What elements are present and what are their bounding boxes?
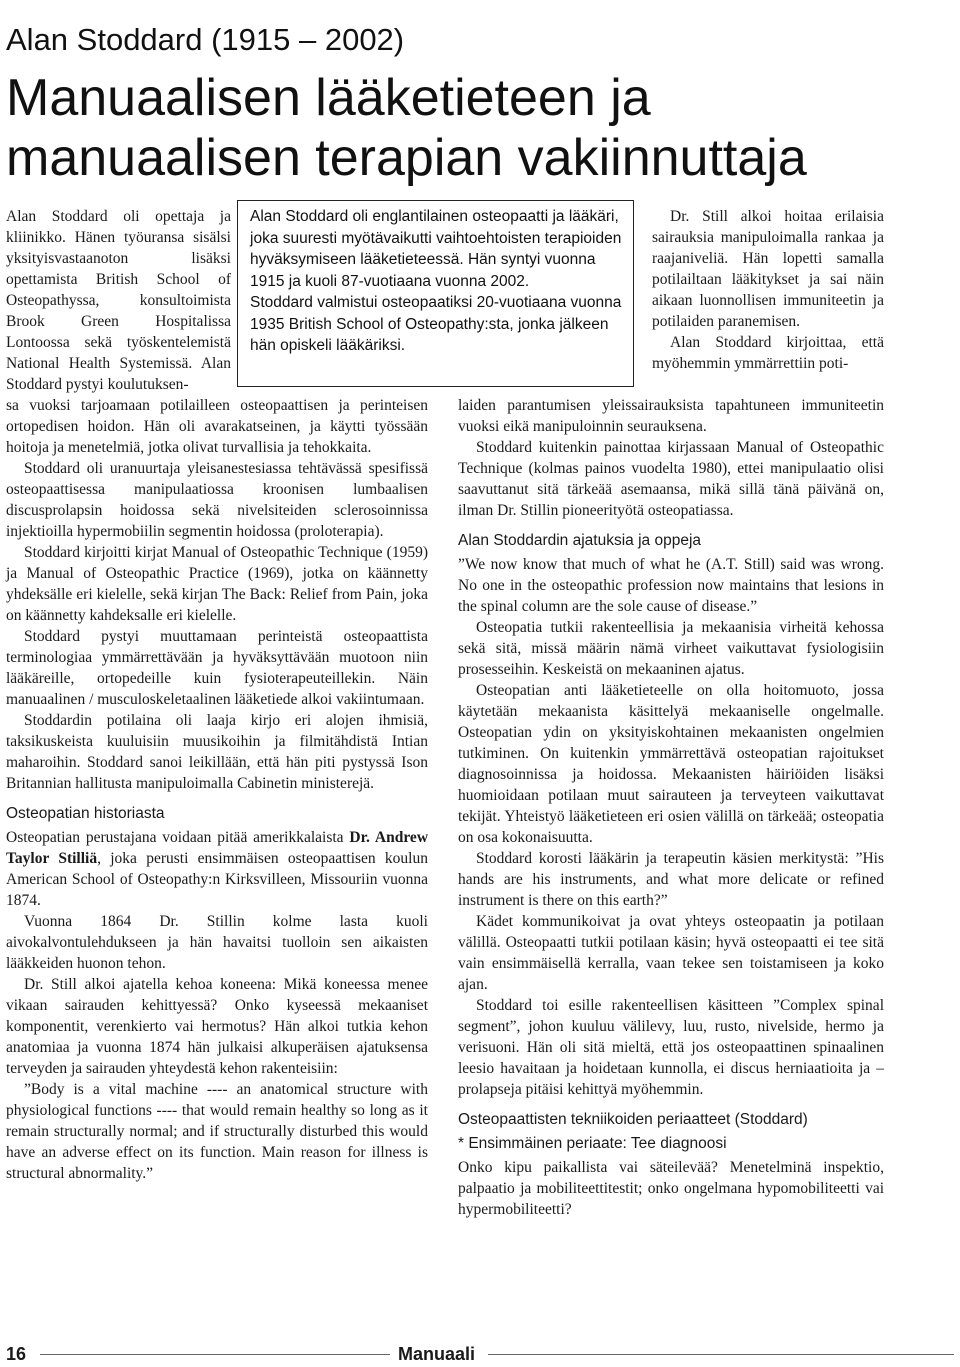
text-run: , joka perusti ensimmäisen osteopaattisen koulun American School of Osteopathy:n Kirksvilleen, Missouriin vuonna 1874. [6,850,428,909]
section-heading: Osteopaattisten tekniikoiden periaatteet (Stoddard) [458,1111,808,1128]
paragraph: laiden parantumisen yleissairauksista tapahtuneen immuniteetin vuoksi eikä manipuloinnin seurauksena. [458,397,884,435]
right-column-top [652,206,884,374]
paragraph: Osteopatian anti lääketieteelle on olla hoitomuoto, jossa käytetään mekaanista käsittelyä mekaaniselle ongelmalle. Osteopatian ydin on yksityiskohtainen mekaanisten ongelmien tutkiminen. On kuitenkin ymmärrettävä osteopatian rajoitukset diagnosoinnissa ja hoidossa. Mekaanisten häiriöiden lisäksi huomioidaan potilaan muut sairauteen ja terveyteen vaikuttavat tekijät. Yhteistyö lääketieteen eri osien välillä on tärkeää; osteopatia on osa kokonaisuutta. [458,682,884,846]
article-title-line-1: Manuaalisen lääketieteen ja [6,69,651,127]
paragraph: Alan Stoddard oli opettaja ja kliinikko. Hänen työuransa sisälsi yksityisvastaanoton lisäksi opettamista British School of Osteopathyssa, konsultoimista Brook Green Hospitalissa Lontoossa sekä työskentelemistä National Health Systemissä. Alan Stoddard pystyi koulutuksen- [6,208,231,393]
intro-callout [237,200,634,387]
paragraph: Osteopatia tutkii rakenteellisia ja mekaanisia virheitä kehossa sekä sitä, missä määrin nämä virheet vaikuttavat fysiologisiin prosesseihin. Keskeistä on mekaaninen ajatus. [458,619,884,678]
article-title-line-2: manuaalisen terapian vakiinnuttaja [6,129,807,187]
article-title [6,68,956,188]
paragraph [6,827,428,911]
left-column [6,395,428,1184]
quote-paragraph: ”Body is a vital machine ---- an anatomical structure with physiological functions ---- that would remain healthy so long as it remain structurally normal; and if structurally disturbed this would have an adverse effect on its function. Main reason for illness is structural abnormality.” [6,1081,428,1182]
callout-paragraph: Stoddard valmistui osteopaatiksi 20-vuotiaana vuonna 1935 British School of Osteopathy:sta, jonka jälkeen hän opiskeli lääkäriksi. [250,294,622,354]
section-heading: Osteopatian historiasta [6,805,165,822]
section-heading: Alan Stoddardin ajatuksia ja oppeja [458,532,702,549]
page-footer [0,1343,960,1367]
callout-paragraph: Alan Stoddard oli englantilainen osteopaatti ja lääkäri, joka suuresti myötävaikutti vaihtoehtoisten terapioiden hyväksymiseen lääketieteessä. Hän syntyi vuonna 1915 ja kuoli 87-vuotiaana vuonna 2002. [250,208,622,290]
paragraph: Onko kipu paikallista vai säteilevää? Menetelminä inspektio, palpaatio ja mobiliteettitestit; onko ongelmana hypomobiliteetti vai hypermobiliteetti? [458,1159,884,1218]
footer-rule [40,1354,390,1355]
bold-name: Dr. Andrew Taylor Stilliä [6,829,429,867]
left-column-top [6,206,231,395]
paragraph: Stoddard pystyi muuttamaan perinteistä osteopaattista terminologiaa ymmärrettävään ja hyväksyttävään muotoon niin lääkäreille, ortopedeille kuin fysioterapeuteillekin. Näin manuaalinen / musculoskeletaalinen lääketiede alkoi vakiintumaan. [6,628,428,708]
section-subheading: * Ensimmäinen periaate: Tee diagnoosi [458,1135,727,1152]
paragraph: Stoddard kirjoitti kirjat Manual of Osteopathic Technique (1959) ja Manual of Osteopathic Practice (1969), jotka on käännetty yhdeksälle eri kielelle, sekä kirjan The Back: Relief from Pain, joka on käännetty kahdeksalle eri kielelle. [6,544,428,624]
paragraph: Stoddard korosti lääkärin ja terapeutin käsien merkitystä: ”His hands are his instruments, and what more delicate or refined instrument is there on this earth?” [458,850,884,909]
paragraph: Alan Stoddard kirjoittaa, että myöhemmin ymmärrettiin poti- [652,334,884,372]
magazine-name: Manuaali [398,1344,476,1364]
paragraph: Stoddard toi esille rakenteellisen käsitteen ”Complex spinal segment”, johon kuuluu välilevy, luu, rusto, nivelside, hermo ja verisuoni. Hän oli sitä mieltä, että jos osteopaattinen spinaalinen leesio havaitaan ja hoidetaan kunnolla, ei discus herniaatioita ja – prolapseja pitäisi kehittyä myöhemmin. [458,997,884,1098]
footer-rule [488,1354,954,1355]
quote-paragraph: ”We now know that much of what he (A.T. Still) said was wrong. No one in the osteopathic profession now maintains that lesions in the spinal column are the sole cause of disease.” [458,556,884,615]
paragraph: Vuonna 1864 Dr. Stillin kolme lasta kuoli aivokalvontulehdukseen ja hän havaitsi tuolloin sen aikaisten lääkkeiden huonon tehon. [6,913,428,972]
right-column [458,395,884,1220]
paragraph: Stoddardin potilaina oli laaja kirjo eri alojen ihmisiä, taksikuskeista kuuluisiin muusikoihin ja filmitähdistä Intian maharoihin. Stoddard sanoi leikillään, että hän piti pystyssä Ison Britannian hallitusta manipuloimalla Cabinetin ministerejä. [6,712,428,792]
paragraph: Stoddard kuitenkin painottaa kirjassaan Manual of Osteopathic Technique (kolmas painos vuodelta 1980), ettei manipulaatio olisi saavuttanut sitä tärkeää asemaansa, mikä sillä tänä päivänä on, ilman Dr. Stillin pioneerityötä osteopatiassa. [458,439,884,519]
paragraph: Stoddard oli uranuurtaja yleisanestesiassa tehtävässä spesifissä osteopaattisessa manipulaatiossa kroonisen lumbaalisen discusprolapsin hoidossa sekä nivelsiteiden sclerosoinnissa injektioilla hypermobiilin segmentin hoidossa (proloterapia). [6,460,428,540]
paragraph: Kädet kommunikoivat ja ovat yhteys osteopaatin ja potilaan välillä. Osteopaatti tutkii potilaan käsin; hyvä osteopaatti ei tee sitä vain ensimmäisellä kerralla, vaan tekee sen toistamiseen ja koko ajan. [458,913,884,993]
text-run: Osteopatian perustajana voidaan pitää amerikkalaista [6,829,350,846]
paragraph: Dr. Still alkoi ajatella kehoa koneena: Mikä koneessa menee vikaan sairauden kehittyessä? Onko kyseessä mekaaniset komponentit, verenkierto vai hermotus? Hän alkoi tutkia kehon anatomiaa ja vuonna 1874 hän julkaisi alkuperäisen ajatuksensa terveyden ja sairauden yhteydestä kehon rakenteisiin: [6,976,428,1077]
paragraph: Dr. Still alkoi hoitaa erilaisia sairauksia manipuloimalla rankaa ja raajaniveliä. Hän lopetti samalla potilailtaan lääkitykset ja sai näin aikaan luonnollisen immuniteetin ja potilaiden paranemisen. [652,208,884,330]
page-number: 16 [6,1344,27,1364]
article-kicker: Alan Stoddard (1915 – 2002) [6,22,405,57]
paragraph: sa vuoksi tarjoamaan potilailleen osteopaattisen ja perinteisen ortopedisen hoidon. Hän oli avarakatseinen, ja käytti työssään hoitoja ja menetelmiä, jotka olivat turvallisia ja tehokkaita. [6,397,428,456]
